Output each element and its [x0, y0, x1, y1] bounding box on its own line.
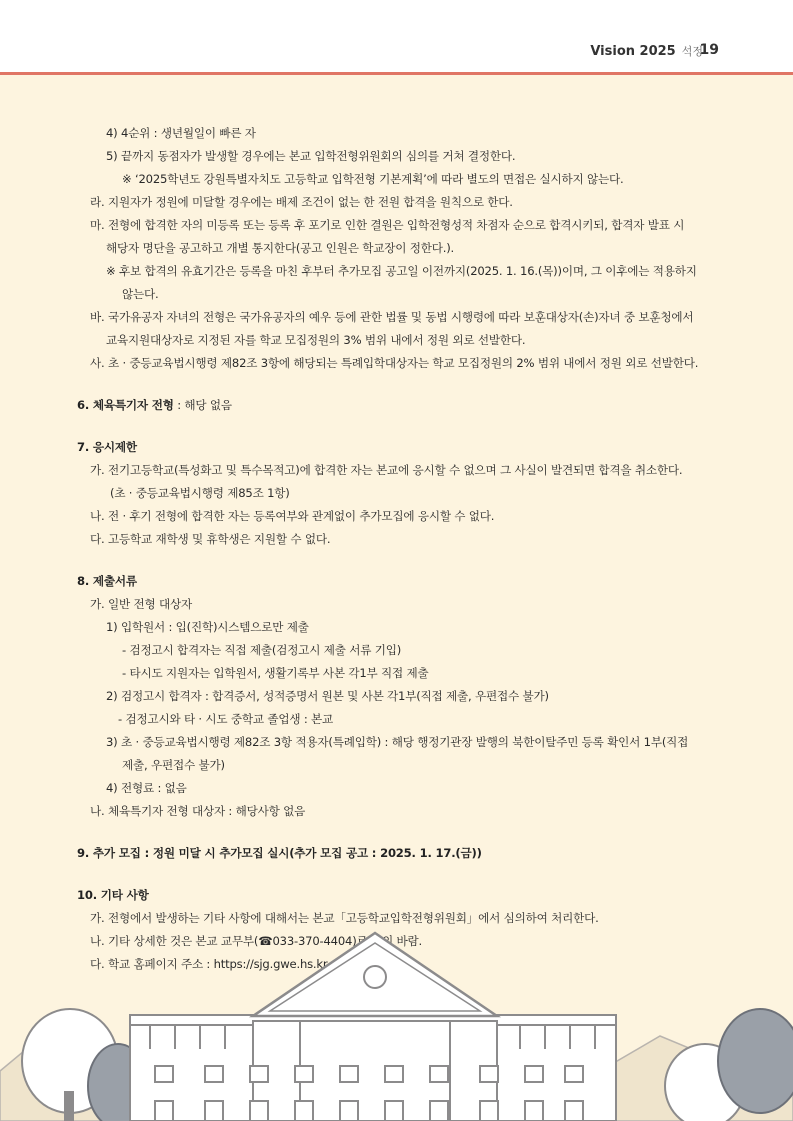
restrict-ga: 가. 전기고등학교(특성화고 및 특수목적고)에 합격한 자는 본교에 응시할 수 없으며 그 사실이 발견되면 합격을 취소한다.	[90, 463, 683, 477]
item-sa: 사. 초 · 중등교육법시행령 제82조 3항에 해당되는 특례입학대상자는 학교 모집정원의 2% 범위 내에서 정원 외로 선발한다.	[90, 356, 699, 370]
reserve-note: ※ 후보 합격의 유효기간은 등록을 마친 후부터 추가모집 공고일 이전까지(2025. 1. 16.(목))이며, 그 이후에는 적용하지	[106, 264, 697, 278]
section-7-title: 7. 응시제한	[77, 440, 137, 454]
rank5-line: 5) 끝까지 동점자가 발생할 경우에는 본교 입학전형위원회의 심의를 거쳐 결정한다.	[106, 149, 516, 163]
section-9-title: 9. 추가 모집 : 정원 미달 시 추가모집 실시(추가 모집 공고 : 2025. 1. 17.(금))	[77, 846, 482, 860]
docs-3-cont: 제출, 우편접수 불가)	[122, 758, 225, 772]
docs-na: 나. 체육특기자 전형 대상자 : 해당사항 없음	[90, 804, 306, 818]
docs-2: 2) 검정고시 합격자 : 합격증서, 성적증명서 원본 및 사본 각1부(직접 제출, 우편접수 불가)	[106, 689, 549, 703]
item-ma: 마. 전형에 합격한 자의 미등록 또는 등록 후 포기로 인한 결원은 입학전형성적 차점자 순으로 합격시키되, 합격자 발표 시	[90, 218, 685, 232]
etc-ga: 가. 전형에서 발생하는 기타 사항에 대해서는 본교「고등학교입학전형위원회」에서 심의하여 처리한다.	[90, 911, 599, 925]
header-title	[590, 43, 703, 59]
section-8-title: 8. 제출서류	[77, 574, 137, 588]
page-header	[0, 0, 793, 74]
etc-da: 다. 학교 홈페이지 주소 : https://sjg.gwe.hs.kr	[90, 957, 328, 971]
school-building-illustration	[0, 921, 793, 1121]
page-number: 19	[699, 42, 719, 58]
rank4-line: 4) 4순위 : 생년월일이 빠른 자	[106, 126, 256, 140]
docs-1-b: - 타시도 지원자는 입학원서, 생활기록부 사본 각1부 직접 제출	[122, 666, 429, 680]
section-10-title: 10. 기타 사항	[77, 888, 149, 902]
section-6-value: : 해당 없음	[173, 398, 232, 412]
docs-1-a: - 검정고시 합격자는 직접 제출(검정고시 제출 서류 기입)	[122, 643, 402, 657]
item-ra: 라. 지원자가 정원에 미달할 경우에는 배제 조건이 없는 한 전원 합격을 원칙으로 한다.	[90, 195, 513, 209]
section-6-title: 6. 체육특기자 전형	[77, 398, 174, 412]
restrict-na: 나. 전 · 후기 전형에 합격한 자는 등록여부와 관계없이 추가모집에 응시할 수 없다.	[90, 509, 495, 523]
item-ba-cont: 교육지원대상자로 지정된 자를 학교 모집정원의 3% 범위 내에서 정원 외로 선발한다.	[106, 333, 526, 347]
docs-ga: 가. 일반 전형 대상자	[90, 597, 192, 611]
reserve-note-cont: 않는다.	[122, 287, 159, 301]
etc-na: 나. 기타 상세한 것은 본교 교무부(☎033-370-4404)로 문의 바람.	[90, 934, 422, 948]
item-ba: 바. 국가유공자 자녀의 전형은 국가유공자의 예우 등에 관한 법률 및 동법 시행령에 따라 보훈대상자(손)자녀 중 보훈청에서	[90, 310, 694, 324]
document-body	[0, 75, 793, 1121]
school-label: 석정	[681, 45, 703, 58]
docs-2-a: - 검정고시와 타 · 시도 중학교 졸업생 : 본교	[118, 712, 334, 726]
restrict-da: 다. 고등학교 재학생 및 휴학생은 지원할 수 없다.	[90, 532, 331, 546]
item-ma-cont: 해당자 명단을 공고하고 개별 통지한다(공고 인원은 학교장이 정한다.).	[106, 241, 455, 255]
section-6	[77, 397, 232, 413]
interview-note: ※ ‘2025학년도 강원특별자치도 고등학교 입학전형 기본계획’에 따라 별도의 면접은 실시하지 않는다.	[122, 172, 624, 186]
brand-label: Vision 2025	[590, 44, 676, 59]
docs-3: 3) 초 · 중등교육법시행령 제82조 3항 적용자(특례입학) : 해당 행정기관장 발행의 북한이탈주민 등록 확인서 1부(직접	[106, 735, 689, 749]
restrict-ga-cont: (초 · 중등교육법시행령 제85조 1항)	[110, 486, 290, 500]
docs-1: 1) 입학원서 : 입(진학)시스템으로만 제출	[106, 620, 309, 634]
docs-4: 4) 전형료 : 없음	[106, 781, 187, 795]
